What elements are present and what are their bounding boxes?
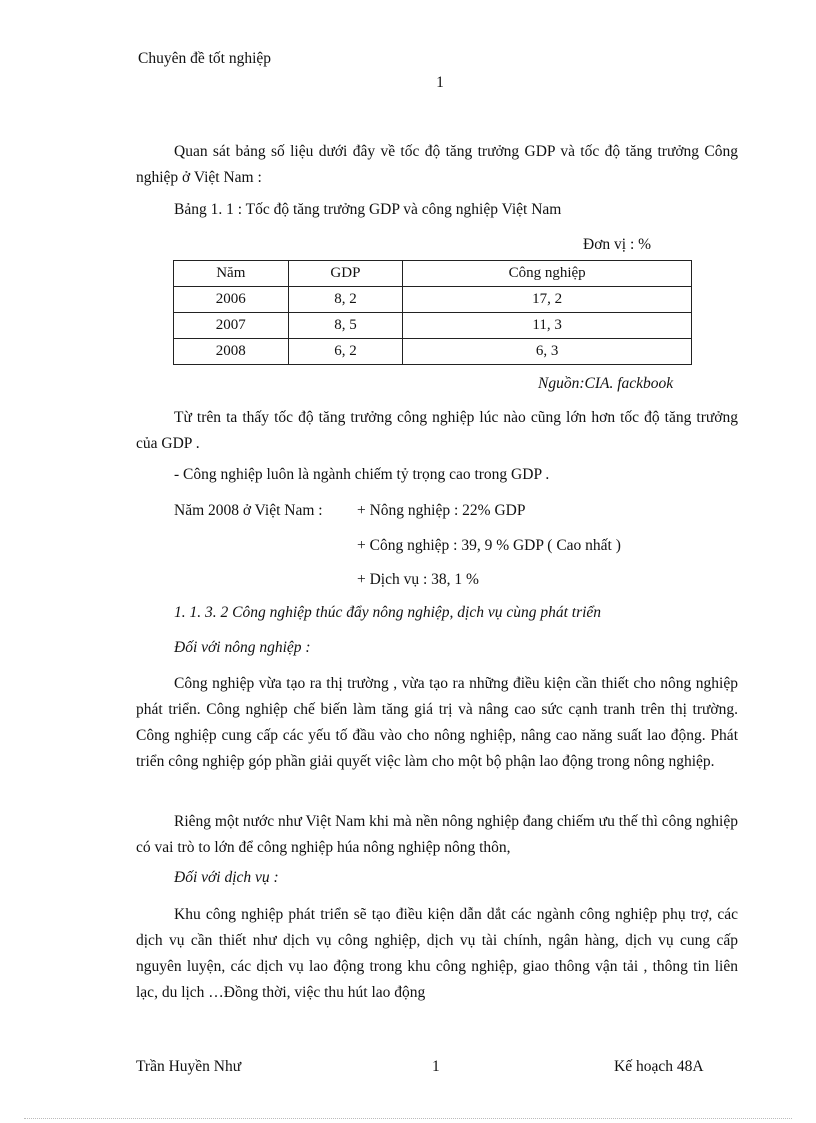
table-row bbox=[174, 339, 692, 365]
industry-share: + Công nghiệp : 39, 9 % GDP ( Cao nhất ) bbox=[357, 537, 621, 554]
intro-paragraph: Quan sát bảng số liệu dưới đây về tốc độ tăng trưởng GDP và tốc độ tăng trưởng Công nghiệp ở Việt Nam : bbox=[136, 143, 738, 186]
table-cell: 8, 5 bbox=[288, 313, 403, 339]
bullet-line: - Công nghiệp luôn là ngành chiếm tỷ trọng cao trong GDP . bbox=[174, 466, 550, 483]
table-cell: 17, 2 bbox=[403, 287, 692, 313]
agriculture-share: + Nông nghiệp : 22% GDP bbox=[357, 502, 526, 519]
services-heading: Đối với dịch vụ : bbox=[174, 869, 279, 886]
services-share: + Dịch vụ : 38, 1 % bbox=[357, 571, 479, 588]
agriculture-paragraph-2: Riêng một nước như Việt Nam khi mà nền nông nghiệp đang chiếm ưu thế thì công nghiệp có vai trò to lớn để công nghiệp húa nông nghiệp nông thôn, bbox=[136, 813, 738, 856]
header-title: Chuyên đề tốt nghiệp bbox=[138, 50, 272, 67]
header-year: Năm bbox=[174, 261, 289, 287]
footer-author: Trần Huyền Như bbox=[136, 1058, 242, 1075]
page-number-top: 1 bbox=[436, 74, 444, 91]
table-cell: 2007 bbox=[174, 313, 289, 339]
header-industry: Công nghiệp bbox=[403, 261, 692, 287]
table-cell: 6, 2 bbox=[288, 339, 403, 365]
header-gdp: GDP bbox=[288, 261, 403, 287]
agriculture-heading: Đối với nông nghiệp : bbox=[174, 639, 311, 656]
year-line-label: Năm 2008 ở Việt Nam : bbox=[174, 502, 323, 519]
page-bottom-rule bbox=[24, 1118, 792, 1119]
conclusion-paragraph: Từ trên ta thấy tốc độ tăng trưởng công nghiệp lúc nào cũng lớn hơn tốc độ tăng trưởng của GDP . bbox=[136, 409, 738, 452]
footer-page-number: 1 bbox=[432, 1058, 440, 1075]
table-caption: Bảng 1. 1 : Tốc độ tăng trưởng GDP và công nghiệp Việt Nam bbox=[174, 201, 562, 218]
table-unit: Đơn vị : % bbox=[583, 236, 652, 253]
section-heading: 1. 1. 3. 2 Công nghiệp thúc đẩy nông nghiệp, dịch vụ cùng phát triển bbox=[174, 604, 602, 621]
table-cell: 6, 3 bbox=[403, 339, 692, 365]
table-row bbox=[174, 313, 692, 339]
table-cell: 2006 bbox=[174, 287, 289, 313]
table-row bbox=[174, 287, 692, 313]
agriculture-paragraph-1: Công nghiệp vừa tạo ra thị trường , vừa tạo ra những điều kiện cần thiết cho nông nghiệp phát triển. Công nghiệp chế biến làm tăng giá trị và nâng cao sức cạnh tranh trên thị trường. Công nghiệp cung cấp các yếu tố đầu vào cho nông nghiệp, nâng cao năng suất lao động. Phát triển công nghiệp góp phần giải quyết việc làm cho một bộ phận lao động trong nông nghiệp. bbox=[136, 675, 738, 770]
footer-class: Kế hoạch 48A bbox=[614, 1058, 704, 1075]
table-header-row bbox=[174, 261, 692, 287]
table-source: Nguồn:CIA. fackbook bbox=[538, 375, 674, 392]
table-cell: 8, 2 bbox=[288, 287, 403, 313]
services-paragraph: Khu công nghiệp phát triển sẽ tạo điều kiện dẫn dắt các ngành công nghiệp phụ trợ, các dịch vụ cần thiết như dịch vụ công nghiệp, dịch vụ tài chính, ngân hàng, dịch vụ cung cấp nguyên luyện, các dịch vụ lao động trong khu công nghiệp, giao thông vận tải , thông tin liên lạc, du lịch …Đồng thời, việc thu hút lao động bbox=[136, 906, 738, 1001]
table-cell: 2008 bbox=[174, 339, 289, 365]
growth-table bbox=[173, 260, 692, 365]
table-cell: 11, 3 bbox=[403, 313, 692, 339]
